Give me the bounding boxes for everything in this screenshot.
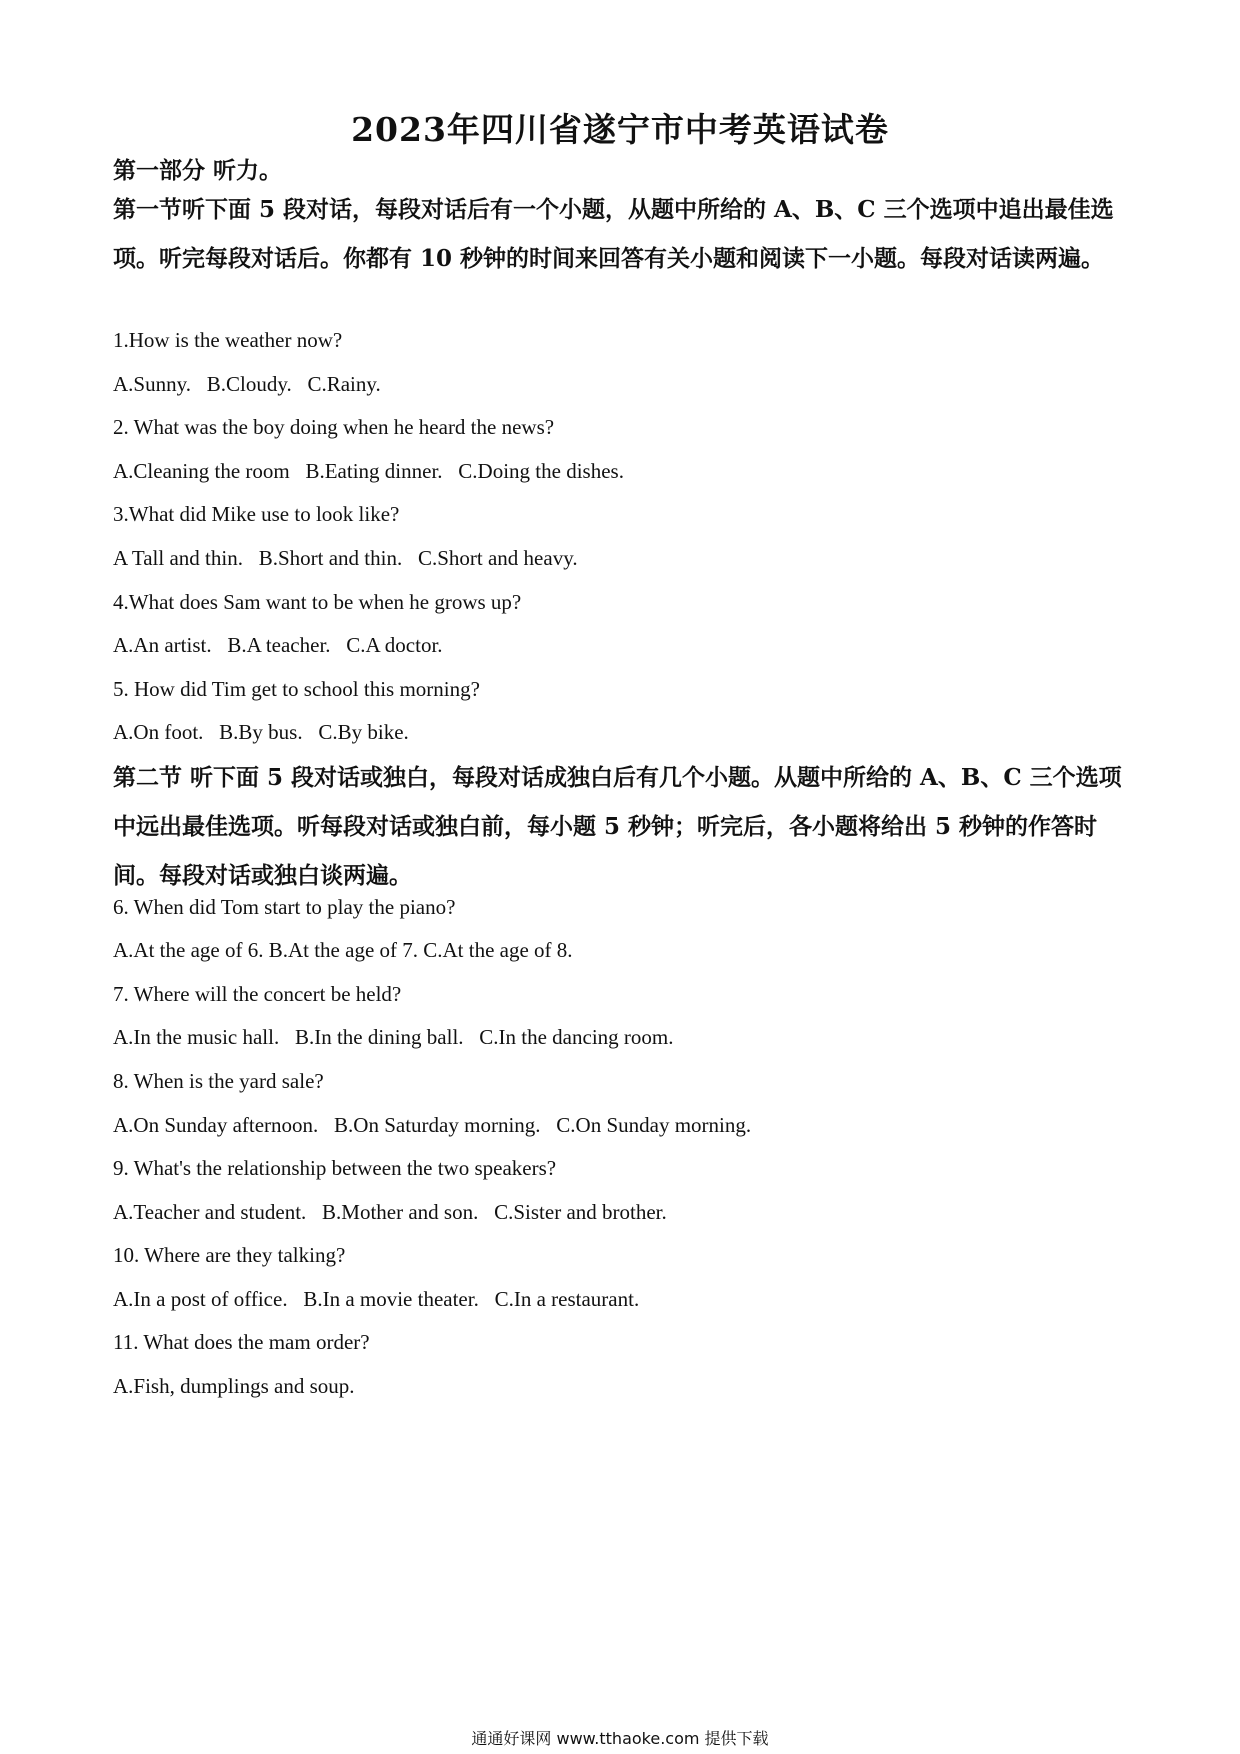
- question-1: 1.How is the weather now?: [113, 328, 343, 352]
- question-1-options: A.Sunny. B.Cloudy. C.Rainy.: [113, 372, 381, 396]
- question-8: 8. When is the yard sale?: [113, 1069, 324, 1093]
- question-2-options: A.Cleaning the room B.Eating dinner. C.Doing the dishes.: [113, 459, 624, 483]
- section1-instructions: 第一节听下面 5 段对话，每段对话后有一个小题，从题中所给的 A、B、C 三个选项中追出最佳选项。听完每段对话后。你都有 10 秒钟的时间来回答有关小题和阅读下一小题。每段对话读两遍。: [113, 196, 1114, 272]
- part1-heading: 第一部分 听力。: [113, 157, 283, 184]
- page-title: 2023年四川省遂宁市中考英语试卷: [351, 110, 889, 149]
- question-4-options: A.An artist. B.A teacher. C.A doctor.: [113, 633, 443, 657]
- question-9-options: A.Teacher and student. B.Mother and son. C.Sister and brother.: [113, 1200, 667, 1224]
- question-11: 11. What does the mam order?: [113, 1330, 370, 1354]
- question-7-options: A.In the music hall. B.In the dining ball. C.In the dancing room.: [113, 1025, 674, 1049]
- question-10-options: A.In a post of office. B.In a movie theater. C.In a restaurant.: [113, 1287, 640, 1311]
- question-4: 4.What does Sam want to be when he grows up?: [113, 590, 522, 614]
- question-9: 9. What's the relationship between the two speakers?: [113, 1156, 557, 1180]
- question-2: 2. What was the boy doing when he heard the news?: [113, 415, 555, 439]
- question-11-options: A.Fish, dumplings and soup.: [113, 1374, 355, 1398]
- question-6: 6. When did Tom start to play the piano?: [113, 895, 456, 919]
- section2-instructions: 第二节 听下面 5 段对话或独白，每段对话成独白后有几个小题。从题中所给的 A、B、C 三个选项中远出最佳选项。听每段对话或独白前，每小题 5 秒钟；听完后，各小题将给出 5 秒钟的作答时间。每段对话或独白谈两遍。: [113, 764, 1122, 889]
- question-10: 10. Where are they talking?: [113, 1243, 346, 1267]
- question-6-options: A.At the age of 6. B.At the age of 7. C.At the age of 8.: [113, 938, 573, 962]
- footer-source: 通通好课网 www.tthaoke.com 提供下载: [471, 1729, 769, 1748]
- question-5-options: A.On foot. B.By bus. C.By bike.: [113, 720, 409, 744]
- question-7: 7. Where will the concert be held?: [113, 982, 402, 1006]
- question-8-options: A.On Sunday afternoon. B.On Saturday morning. C.On Sunday morning.: [113, 1113, 752, 1137]
- question-5: 5. How did Tim get to school this morning?: [113, 677, 480, 701]
- question-3-options: A Tall and thin. B.Short and thin. C.Short and heavy.: [113, 546, 578, 570]
- question-3: 3.What did Mike use to look like?: [113, 502, 400, 526]
